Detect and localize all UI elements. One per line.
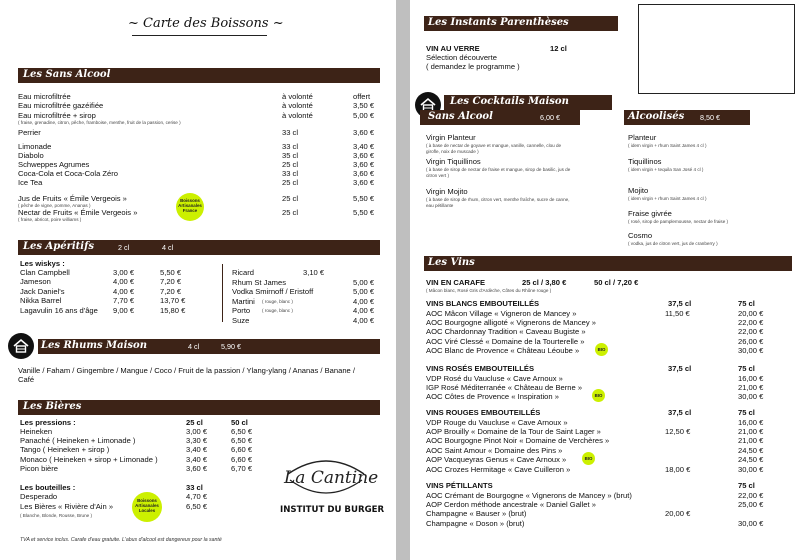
wine-price-75: 26,00 € (738, 336, 764, 346)
bottle-name: Les Bières « Rivière d'Ain » (20, 502, 114, 511)
wine-section-title: VINS BLANCS EMBOUTEILLÉS (426, 299, 540, 308)
whisky-name: Jameson (20, 277, 51, 287)
restaurant-logo (276, 444, 385, 526)
drink-price: 5,50 € (353, 194, 375, 203)
drink-size: 25 cl (282, 160, 299, 169)
subbar-alcoolises (624, 110, 750, 125)
subsection-title: Alcoolisés (628, 111, 685, 122)
drink-price: offert (353, 92, 371, 101)
drink-name: Coca-Cola et Coca-Cola Zéro (18, 169, 119, 178)
beer-price-50: 6,70 € (231, 463, 253, 473)
wine-name: AOC Mâcon Village « Vigneron de Mancey » (426, 308, 577, 318)
beer-name: Picon bière (20, 463, 58, 473)
beer-price-50: 6,50 € (231, 436, 253, 446)
menu-title: ~ Carte des Boissons ~ (128, 16, 284, 31)
beer-price-50: 6,50 € (231, 427, 253, 436)
wine-name: AOC Côtes de Provence « Inspiration » (426, 392, 559, 402)
drink-name: Limonade (18, 142, 52, 151)
aperitif-name: Vodka Smirnoff / Eristoff (232, 287, 314, 297)
local-badge (132, 492, 162, 522)
wine-name: AOC Crémant de Bourgogne « Vignerons de Mancey » (brut) (426, 490, 632, 500)
bio-badge: BIO (592, 389, 605, 402)
cocktail-desc: ( idem virgin + rhum Saint James 4 cl ) (628, 143, 707, 148)
bottle-name: Desperado (20, 492, 58, 501)
image-placeholder-box (638, 4, 795, 94)
bottle-price: 4,70 € (186, 492, 208, 501)
wine-price-37: 11,50 € (665, 308, 690, 318)
drink-price: 5,00 € (353, 111, 375, 120)
aperitif-name: Rhum St James (232, 277, 287, 287)
alc-price: 8,50 € (700, 113, 720, 122)
drink-price: 5,50 € (353, 208, 375, 217)
whisky-price-4cl: 7,20 € (160, 286, 182, 296)
wine-price-75: 24,50 € (738, 455, 764, 465)
section-title: Les Cocktails Maison (450, 96, 569, 107)
wine-price-75: 22,00 € (738, 327, 764, 337)
drink-price: 3,60 € (353, 151, 375, 160)
col-header: 37,5 cl (668, 408, 692, 417)
wine-price-75: 16,00 € (738, 373, 764, 383)
aperitif-name: Ricard (232, 268, 254, 277)
rhum-price: 5,90 € (221, 342, 241, 351)
left-menu-page (0, 0, 396, 560)
wine-price-37: 18,00 € (665, 464, 691, 474)
drink-name: Eau microfiltrée gazéifiée (18, 101, 104, 110)
beer-name: Panaché ( Heineken + Limonade ) (20, 436, 136, 446)
whisky-price-2cl: 9,00 € (113, 305, 135, 315)
section-bar-rhums (38, 339, 380, 354)
drink-name: Jus de Fruits « Émile Vergeois » (18, 194, 127, 203)
drink-size: à volonté (282, 111, 313, 120)
whisky-price-2cl: 3,00 € (113, 268, 135, 277)
whisky-price-4cl: 15,80 € (160, 305, 186, 315)
wine-name: AOC Blanc de Provence « Château Léoube » (426, 346, 580, 356)
col-header: 37,5 cl (668, 364, 692, 373)
col-header: 75 cl (738, 364, 755, 373)
house-icon (8, 333, 34, 359)
wine-price-75: 25,00 € (738, 499, 764, 509)
drink-size: 33 cl (282, 142, 299, 151)
cocktail-name: Virgin Planteur (426, 133, 476, 142)
bio-badge: BIO (595, 343, 608, 356)
beer-name: Heineken (20, 427, 53, 436)
subbar-sans-alcool (420, 110, 580, 125)
carafe-price-50: 50 cl / 7,20 € (594, 278, 639, 287)
logo-text: INSTITUT DU BURGER (280, 505, 385, 515)
drink-name: Eau microfiltrée (18, 92, 71, 101)
wine-name: AOC Viré Clessé « Domaine de la Tourterelle » (426, 336, 585, 346)
wine-name: VDP Rosé du Vaucluse « Cave Arnoux » (426, 373, 563, 383)
whisky-name: Nikka Barrel (20, 296, 62, 306)
beer-price-25: 3,30 € (186, 436, 208, 446)
cocktail-name: Fraise givrée (628, 209, 672, 218)
drink-size: 25 cl (282, 208, 299, 217)
drink-size: 25 cl (282, 178, 299, 187)
drink-name: Ice Tea (18, 178, 43, 187)
column-divider (222, 264, 223, 322)
cocktail-desc: ( à base de sirop de nectar de fraise et mangue, sirop de basilic, jus de citron vert ) (426, 167, 571, 178)
bouteille-note: ( Blanche, Blonde, Rousse, Brune ) (20, 513, 93, 518)
wine-name: AOC Chardonnay Tradition « Caveau Bugiste » (426, 327, 586, 337)
wine-price-75: 20,00 € (738, 308, 764, 318)
section-title: Les Rhums Maison (41, 340, 147, 351)
beer-price-25: 3,00 € (186, 427, 208, 436)
cocktail-desc: ( idem virgin + rhum Saint James 4 cl ) (628, 196, 707, 201)
cocktail-name: Tiquillinos (628, 157, 662, 166)
title-underline (132, 35, 267, 36)
col-header: 4 cl (162, 243, 174, 252)
section-title: Les Bières (23, 401, 82, 412)
drink-price: 3,40 € (353, 142, 375, 151)
cocktail-name: Virgin Tiquillinos (426, 157, 481, 166)
wine-price-75: 24,50 € (738, 445, 764, 455)
col-header: 50 cl (231, 418, 248, 427)
vin-verre-line1: Sélection découverte (426, 53, 497, 62)
beer-price-25: 3,60 € (186, 463, 208, 473)
beer-price-50: 6,60 € (231, 454, 253, 464)
drink-name: Eau microfiltrée + sirop (18, 111, 96, 120)
subsection-title: Sans Alcool (428, 111, 493, 122)
wine-price-37: 20,00 € (665, 509, 691, 519)
rhum-size: 4 cl (188, 342, 200, 351)
badge-text: Boissons Artisanales Locales (135, 498, 159, 513)
beer-price-50: 6,60 € (231, 445, 253, 455)
whisky-price-2cl: 4,00 € (113, 286, 135, 296)
section-bar-parentheses (424, 16, 618, 31)
cocktail-name: Planteur (628, 133, 657, 142)
drink-name: Nectar de Fruits « Émile Vergeois » (18, 208, 138, 217)
aperitif-price-4cl: 5,00 € (353, 277, 375, 287)
section-bar-bieres (18, 400, 380, 415)
section-bar-cocktails (444, 95, 612, 110)
drink-price: 3,60 € (353, 160, 375, 169)
wine-name: AOC Bourgogne alligoté « Vignerons de Mancey » (426, 317, 596, 327)
vin-verre-size: 12 cl (550, 44, 567, 53)
wine-name: AOP Cerdon méthode ancestrale « Daniel Gallet » (426, 499, 596, 509)
wine-name: AOC Saint Amour « Domaine des Pins » (426, 445, 563, 455)
drink-size: 35 cl (282, 151, 299, 160)
drink-name: Perrier (18, 128, 41, 137)
vin-verre-line2: ( demandez le programme ) (426, 62, 520, 71)
wine-name: Champagne « Bauser » (brut) (426, 509, 527, 519)
wine-name: VDP Rouge du Vaucluse « Cave Arnoux » (426, 417, 568, 427)
section-title: Les Vins (428, 257, 475, 268)
aperitif-note: ( rouge, blanc ) (262, 298, 293, 304)
wine-price-75: 30,00 € (738, 392, 764, 402)
aperitif-price-4cl: 5,00 € (353, 287, 375, 297)
aperitif-price-2cl: 3,10 € (303, 268, 325, 277)
wine-name: AOC Bourgogne Pinot Noir « Domaine de Verchères » (426, 436, 610, 446)
section-bar-aperitifs (18, 240, 380, 255)
whisky-price-4cl: 7,20 € (160, 277, 182, 287)
drink-name: Schweppes Agrumes (18, 160, 90, 169)
beer-name: Tango ( Heineken + sirop ) (20, 445, 110, 455)
wine-price-75: 22,00 € (738, 317, 764, 327)
bio-badge: BIO (582, 452, 595, 465)
artisanal-badge (176, 193, 204, 221)
beer-price-25: 3,40 € (186, 445, 208, 455)
col-header: 37,5 cl (668, 299, 692, 308)
section-bar-sans-alcool (18, 68, 380, 83)
whisky-price-2cl: 4,00 € (113, 277, 135, 287)
col-header: 2 cl (118, 243, 130, 252)
cocktail-desc: ( idem virgin + tequila San José 4 cl ) (628, 167, 704, 172)
wine-price-75: 30,00 € (738, 464, 764, 474)
wine-name: AOP Brouilly « Domaine de la Tour de Saint Lager » (426, 426, 601, 436)
whisky-name: Jack Daniel's (20, 286, 65, 296)
whisky-name: Clan Campbell (20, 268, 70, 277)
whisky-price-4cl: 5,50 € (160, 268, 182, 277)
col-header: 75 cl (738, 299, 755, 308)
aperitif-name: Porto (232, 306, 251, 316)
whisky-title: Les wiskys : (20, 259, 65, 268)
cocktail-name: Cosmo (628, 231, 653, 240)
vin-verre-name: VIN AU VERRE (426, 44, 480, 53)
drink-price: 3,60 € (353, 169, 375, 178)
drink-name: Diabolo (18, 151, 44, 160)
wine-price-75: 21,00 € (738, 382, 764, 392)
cocktail-desc: ( à base de sirop de rhum, citron vert, menthe fraîche, sucre de canne, eau pétillante (426, 197, 570, 208)
section-title: Les Sans Alcool (23, 69, 111, 80)
wine-section-title: VINS PÉTILLANTS (426, 481, 493, 490)
aperitif-name: Suze (232, 316, 250, 325)
cocktail-name: Mojito (628, 186, 649, 195)
section-title: Les Instants Parenthèses (428, 17, 569, 28)
cocktail-desc: ( rosé, sirop de pamplemousse, nectar de fraise ) (628, 219, 729, 224)
cocktail-desc: ( à base de nectar de goyave et mangue, vanille, cannelle, clou de girofle, noix de muscade ) (426, 143, 562, 154)
bouteille-title: Les bouteilles : (20, 483, 76, 492)
pression-title: Les pressions : (20, 418, 76, 427)
drink-note: ( fraise, grenadine, citron, pêche, framboise, menthe, fruit de la passion, cerise ) (18, 120, 181, 125)
drink-price: 3,50 € (353, 101, 375, 110)
drink-size: à volonté (282, 101, 313, 110)
beer-name: Monaco ( Heineken + sirop + Limonade ) (20, 454, 158, 464)
wine-name: IGP Rosé Méditerranée « Château de Berne » (426, 382, 583, 392)
wine-name: AOC Crozes Hermitage « Cave Cuilleron » (426, 464, 571, 474)
wine-price-75: 22,00 € (738, 490, 764, 500)
cocktail-name: Virgin Mojito (426, 187, 468, 196)
wine-price-75: 30,00 € (738, 346, 764, 356)
col-header: 25 cl (186, 418, 203, 427)
aperitif-price-4cl: 4,00 € (353, 296, 375, 306)
col-header: 75 cl (738, 408, 755, 417)
drink-note: ( pêche de vigne, pomme, Ananas ) (18, 203, 91, 208)
drink-size: à volonté (282, 92, 313, 101)
drink-size: 33 cl (282, 169, 299, 178)
whisky-price-4cl: 13,70 € (160, 296, 186, 306)
section-bar-vins (424, 256, 792, 271)
aperitif-price-4cl: 4,00 € (353, 306, 375, 316)
footer-note: TVA et service inclus. Carafe d'eau gratuite. L'abus d'alcool est dangereux pour la santé (20, 537, 222, 543)
logo-script: La Cantine (284, 468, 379, 488)
right-menu-page (410, 0, 800, 560)
beer-price-25: 3,40 € (186, 454, 208, 464)
drink-size: 33 cl (282, 128, 299, 137)
wine-section-title: VINS ROUGES EMBOUTEILLÉS (426, 408, 541, 417)
bottle-price: 6,50 € (186, 502, 208, 511)
aperitif-note: ( rouge, blanc ) (262, 308, 293, 314)
whisky-name: Lagavulin 16 ans d'âge (20, 305, 98, 315)
carafe-name: VIN EN CARAFE (426, 278, 486, 287)
carafe-note: ( Mâcon blanc, Rosé Gris d'Ardèche, Côtes du Rhône rouge ) (426, 288, 552, 293)
wine-name: Champagne « Doson » (brut) (426, 518, 525, 528)
col-header: 33 cl (186, 483, 203, 492)
section-title: Les Apéritifs (23, 241, 95, 252)
drink-price: 3,60 € (353, 178, 375, 187)
sans-price: 6,00 € (540, 113, 560, 122)
wine-price-75: 21,00 € (738, 436, 764, 446)
drink-size: 25 cl (282, 194, 299, 203)
wine-price-37: 12,50 € (665, 426, 691, 436)
rhum-flavors: Vanille / Faham / Gingembre / Mangue / Coco / Fruit de la passion / Ylang-ylang / Ananas / Banane / Café (18, 366, 355, 385)
aperitif-name: Martini (232, 296, 255, 306)
drink-note: ( fraise, abricot, poire williams ) (18, 217, 82, 222)
wine-price-75: 30,00 € (738, 518, 764, 528)
wine-price-75: 16,00 € (738, 417, 764, 427)
drink-price: 3,60 € (353, 128, 375, 137)
wine-price-75: 21,00 € (738, 426, 764, 436)
wine-name: AOP Vacqueyras Genus « Cave Arnoux » (426, 455, 567, 465)
cocktail-desc: ( vodka, jus de citron vert, jus de cranberry ) (628, 241, 718, 246)
col-header: 75 cl (738, 481, 755, 490)
carafe-price-25: 25 cl / 3,80 € (522, 278, 567, 287)
whisky-price-2cl: 7,70 € (113, 296, 135, 306)
badge-text: Boissons Artisanales France (178, 198, 202, 213)
wine-section-title: VINS ROSÉS EMBOUTEILLÉS (426, 364, 535, 373)
aperitif-price-4cl: 4,00 € (353, 316, 375, 325)
